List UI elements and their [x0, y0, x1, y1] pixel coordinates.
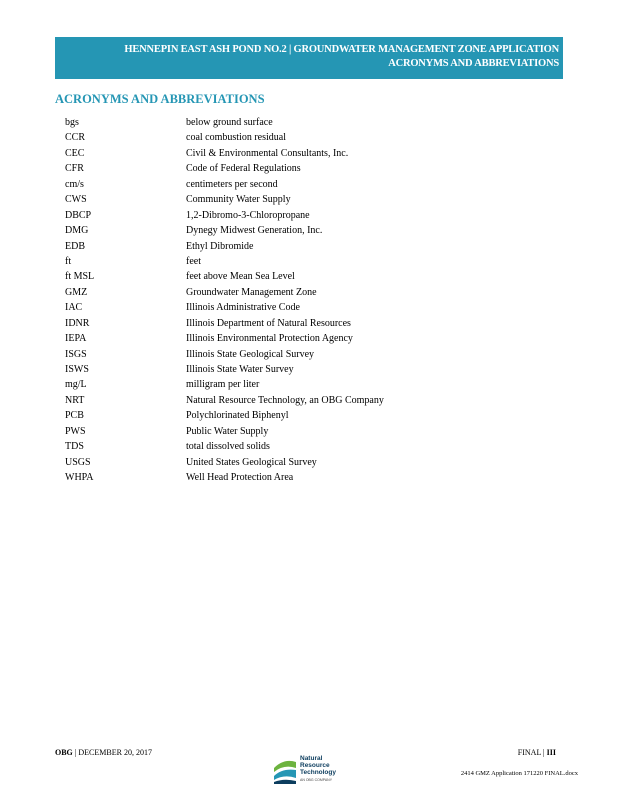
acronym-abbreviation: TDS [65, 441, 84, 453]
acronym-row [65, 424, 384, 439]
page-number: III [546, 748, 556, 757]
acronym-row [65, 146, 384, 161]
acronym-abbreviation: cm/s [65, 178, 84, 190]
acronym-row [65, 362, 384, 377]
acronym-definition: Illinois State Water Survey [186, 364, 294, 375]
acronym-row [65, 130, 384, 145]
acronym-abbreviation: CEC [65, 147, 85, 159]
acronym-abbreviation: GMZ [65, 286, 88, 298]
acronym-abbreviation: WHPA [65, 472, 94, 484]
acronym-row [65, 177, 384, 192]
acronym-row [65, 115, 384, 130]
acronym-row [65, 161, 384, 176]
acronym-definition: Well Head Protection Area [186, 472, 294, 484]
acronym-row [65, 455, 384, 470]
acronym-abbreviation: CCR [65, 132, 86, 144]
acronym-definition: Ethyl Dibromide [186, 240, 254, 252]
acronym-abbreviation: ft [65, 255, 72, 267]
acronym-row [65, 377, 384, 392]
footer-status: FINAL [517, 748, 542, 757]
footer-org: OBG [55, 748, 73, 757]
acronym-abbreviation: bgs [65, 117, 79, 128]
acronym-abbreviation: IDNR [65, 317, 90, 329]
acronym-definition: feet [186, 255, 201, 267]
page-title: ACRONYMS AND ABBREVIATIONS [55, 92, 265, 106]
acronym-row [65, 208, 384, 223]
acronym-row [65, 393, 384, 408]
logo-wordmark [300, 755, 336, 776]
acronym-row [65, 470, 384, 485]
acronym-definition: Illinois Administrative Code [186, 302, 300, 314]
footer-date: DECEMBER 20, 2017 [78, 748, 152, 757]
acronym-row [65, 300, 384, 315]
acronym-definition: Dynegy Midwest Generation, Inc. [186, 225, 323, 237]
acronym-row [65, 254, 384, 269]
acronym-definition: Civil & Environmental Consultants, Inc. [186, 147, 349, 159]
acronym-definition: centimeters per second [186, 178, 278, 190]
acronym-definition: Community Water Supply [186, 194, 291, 206]
acronym-row [65, 239, 384, 254]
acronym-abbreviation: IEPA [65, 333, 87, 345]
acronym-abbreviation: CWS [65, 194, 87, 206]
acronym-abbreviation: PCB [65, 410, 84, 422]
acronym-definition: Illinois Department of Natural Resources [186, 317, 351, 329]
header-document-title: HENNEPIN EAST ASH POND NO.2 | GROUNDWATER MANAGEMENT ZONE APPLICATION [124, 44, 559, 55]
footer-left [55, 748, 152, 757]
header-band [55, 37, 563, 79]
acronym-abbreviation: ISWS [65, 364, 89, 375]
acronym-abbreviation: ft MSL [65, 271, 95, 283]
acronym-definition: Groundwater Management Zone [186, 286, 317, 298]
footer-right [518, 748, 556, 757]
footer-separator: | [72, 748, 79, 757]
logo-line-2: Resource [300, 762, 330, 769]
acronym-abbreviation: DMG [65, 225, 89, 237]
acronym-row [65, 316, 384, 331]
acronym-row [65, 439, 384, 454]
acronym-abbreviation: mg/L [65, 379, 87, 391]
acronym-row [65, 408, 384, 423]
acronym-row [65, 223, 384, 238]
acronym-row [65, 331, 384, 346]
acronym-abbreviation: DBCP [65, 209, 92, 221]
acronym-abbreviation: EDB [65, 240, 85, 252]
logo-mark-icon [272, 754, 298, 784]
acronym-definition: total dissolved solids [186, 441, 270, 453]
acronym-definition: Illinois State Geological Survey [186, 348, 315, 360]
acronym-row [65, 285, 384, 300]
header-section-title: ACRONYMS AND ABBREVIATIONS [388, 58, 559, 69]
acronym-row [65, 347, 384, 362]
acronym-definition: below ground surface [186, 117, 273, 128]
footer-separator-right: | [541, 748, 547, 757]
acronym-definition: United States Geological Survey [186, 456, 317, 468]
acronym-list [65, 115, 384, 486]
logo-line-1: Natural [300, 755, 323, 762]
acronym-abbreviation: CFR [65, 163, 84, 175]
acronym-definition: Polychlorinated Biphenyl [186, 410, 289, 422]
acronym-definition: 1,2-Dibromo-3-Chloropropane [186, 209, 310, 221]
acronym-definition: Illinois Environmental Protection Agency [186, 333, 353, 345]
acronym-definition: Public Water Supply [186, 425, 269, 437]
acronym-definition: Natural Resource Technology, an OBG Company [186, 394, 384, 406]
acronym-abbreviation: IAC [65, 302, 83, 314]
acronym-row [65, 269, 384, 284]
acronym-abbreviation: NRT [65, 394, 85, 406]
logo-subtitle: AN OBG COMPANY [300, 778, 333, 782]
acronym-abbreviation: ISGS [65, 348, 87, 360]
logo-line-3: Technology [300, 769, 336, 776]
acronym-definition: coal combustion residual [186, 132, 286, 144]
acronym-definition: Code of Federal Regulations [186, 163, 301, 175]
footer-filename: 2414 GMZ Application 171220 FINAL.docx [460, 770, 578, 777]
acronym-row [65, 192, 384, 207]
acronym-definition: milligram per liter [186, 379, 260, 391]
acronym-abbreviation: USGS [65, 456, 91, 468]
acronym-definition: feet above Mean Sea Level [186, 271, 295, 283]
company-logo [272, 752, 352, 788]
acronym-abbreviation: PWS [65, 425, 86, 437]
